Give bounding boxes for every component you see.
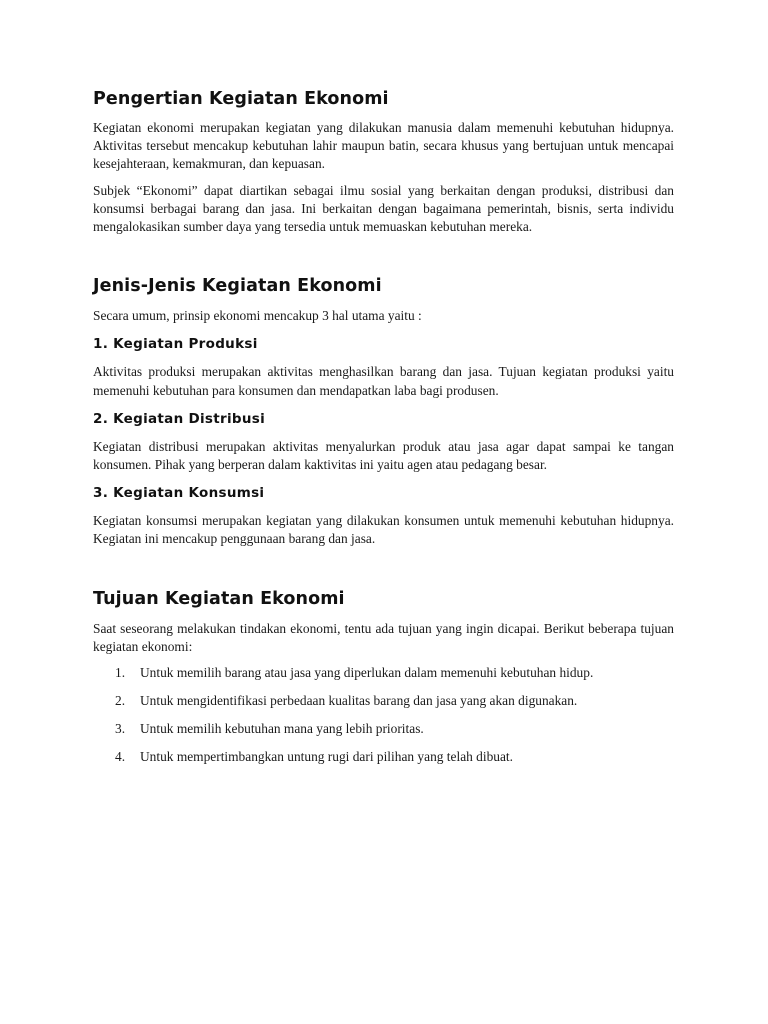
- list-item: [93, 748, 674, 766]
- section-title: Tujuan Kegiatan Ekonomi: [93, 588, 345, 609]
- subheading-konsumsi: 3. Kegiatan Konsumsi: [93, 485, 265, 502]
- paragraph: Kegiatan ekonomi merupakan kegiatan yang dilakukan manusia dalam memenuhi kebutuhan hidupnya. Aktivitas tersebut mencakup kebutuhan lahir maupun batin, secara khusus yang bertujuan untuk mencapai kesejahteraan, kemakmuran, dan kepuasan.: [93, 120, 674, 172]
- subheading-produksi: 1. Kegiatan Produksi: [93, 336, 258, 353]
- intro-paragraph: Secara umum, prinsip ekonomi mencakup 3 hal utama yaitu :: [93, 308, 422, 324]
- list-number: 2.: [115, 693, 126, 709]
- paragraph: Subjek “Ekonomi” dapat diartikan sebagai ilmu sosial yang berkaitan dengan produksi, distribusi dan konsumsi berbagai barang dan jasa. Ini berkaitan dengan bagaimana pemerintah, bisnis, serta individu mengalokasikan sumber daya yang tersedia untuk memuaskan kebutuhan mereka.: [93, 182, 674, 235]
- list-text: Untuk memilih barang atau jasa yang diperlukan dalam memenuhi kebutuhan hidup.: [140, 665, 594, 681]
- section-title: Jenis-Jenis Kegiatan Ekonomi: [93, 276, 382, 297]
- intro-paragraph: Saat seseorang melakukan tindakan ekonomi, tentu ada tujuan yang ingin dicapai. Berikut beberapa tujuan kegiatan ekonomi:: [93, 620, 674, 654]
- list-item: [93, 692, 674, 710]
- document-page: [93, 88, 674, 776]
- subheading-distribusi: 2. Kegiatan Distribusi: [93, 410, 266, 427]
- list-number: 4.: [115, 749, 126, 765]
- list-item: [93, 664, 674, 682]
- section-jenis: [93, 275, 674, 548]
- list-number: 1.: [115, 665, 126, 681]
- list-text: Untuk memilih kebutuhan mana yang lebih prioritas.: [140, 721, 424, 737]
- paragraph: Kegiatan konsumsi merupakan kegiatan yang dilakukan konsumen untuk memenuhi kebutuhan hidupnya. Kegiatan ini mencakup penggunaan barang dan jasa.: [93, 513, 674, 547]
- paragraph: Kegiatan distribusi merupakan aktivitas menyalurkan produk atau jasa agar dapat sampai ke tangan konsumen. Pihak yang berperan dalam kaktivitas ini yaitu agen atau pedagang besar.: [93, 438, 674, 473]
- list-text: Untuk mempertimbangkan untung rugi dari pilihan yang telah dibuat.: [140, 749, 513, 765]
- paragraph: Aktivitas produksi merupakan aktivitas menghasilkan barang dan jasa. Tujuan kegiatan produksi yaitu memenuhi kebutuhan para konsumen dan mendapatkan laba bagi produsen.: [93, 364, 674, 398]
- list-item: [93, 720, 674, 738]
- section-pengertian: [93, 88, 674, 236]
- section-title: Pengertian Kegiatan Ekonomi: [93, 89, 389, 109]
- section-tujuan: [93, 588, 674, 766]
- goals-list: [93, 664, 674, 766]
- list-number: 3.: [115, 721, 126, 737]
- list-text: Untuk mengidentifikasi perbedaan kualitas barang dan jasa yang akan digunakan.: [140, 693, 578, 709]
